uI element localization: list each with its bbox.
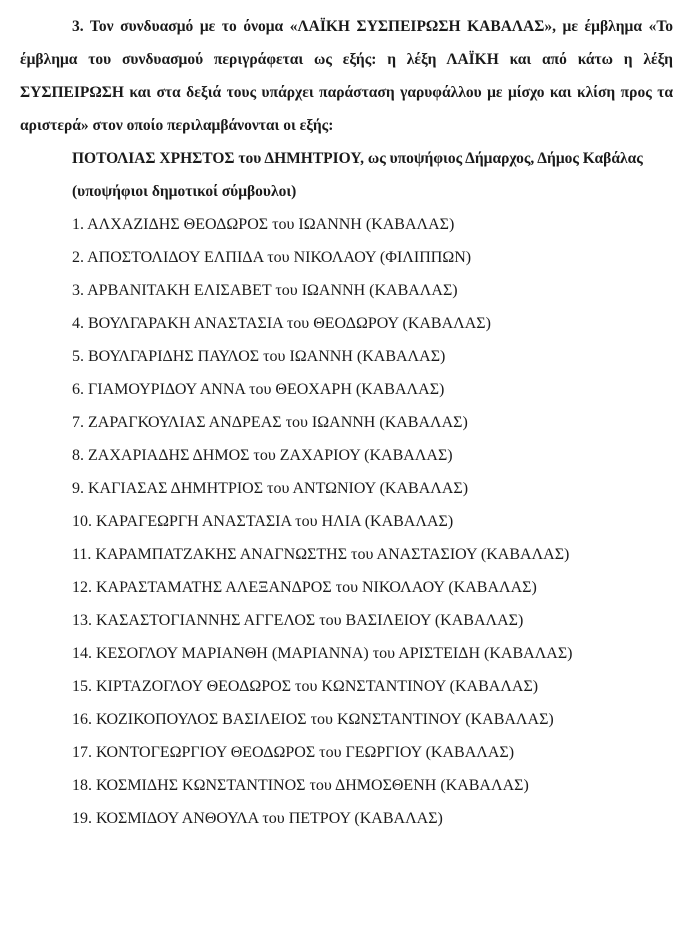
list-item: 15. ΚΙΡΤΑΖΟΓΛΟΥ ΘΕΟΔΩΡΟΣ του ΚΩΝΣΤΑΝΤΙΝΟΥ (ΚΑΒΑΛΑΣ) bbox=[72, 678, 539, 695]
list-item: 5. ΒΟΥΛΓΑΡΙΔΗΣ ΠΑΥΛΟΣ του ΙΩΑΝΝΗ (ΚΑΒΑΛΑΣ) bbox=[72, 348, 446, 365]
list-item: 13. ΚΑΣΑΣΤΟΓΙΑΝΝΗΣ ΑΓΓΕΛΟΣ του ΒΑΣΙΛΕΙΟΥ (ΚΑΒΑΛΑΣ) bbox=[72, 612, 524, 629]
list-item: 10. ΚΑΡΑΓΕΩΡΓΗ ΑΝΑΣΤΑΣΙΑ του ΗΛΙΑ (ΚΑΒΑΛΑΣ) bbox=[72, 513, 454, 530]
member-list bbox=[20, 208, 673, 835]
list-item: 4. ΒΟΥΛΓΑΡΑΚΗ ΑΝΑΣΤΑΣΙΑ του ΘΕΟΔΩΡΟΥ (ΚΑΒΑΛΑΣ) bbox=[72, 315, 491, 332]
list-item: 8. ΖΑΧΑΡΙΑΔΗΣ ΔΗΜΟΣ του ΖΑΧΑΡΙΟΥ (ΚΑΒΑΛΑΣ) bbox=[72, 447, 453, 464]
list-item: 16. ΚΟΖΙΚΟΠΟΥΛΟΣ ΒΑΣΙΛΕΙΟΣ του ΚΩΝΣΤΑΝΤΙΝΟΥ (ΚΑΒΑΛΑΣ) bbox=[72, 711, 554, 728]
list-item: 11. ΚΑΡΑΜΠΑΤΖΑΚΗΣ ΑΝΑΓΝΩΣΤΗΣ του ΑΝΑΣΤΑΣΙΟΥ (ΚΑΒΑΛΑΣ) bbox=[72, 546, 570, 563]
list-item: 14. ΚΕΣΟΓΛΟΥ ΜΑΡΙΑΝΘΗ (ΜΑΡΙΑΝΝΑ) του ΑΡΙΣΤΕΙΔΗ (ΚΑΒΑΛΑΣ) bbox=[72, 645, 573, 662]
list-item: 17. ΚΟΝΤΟΓΕΩΡΓΙΟΥ ΘΕΟΔΩΡΟΣ του ΓΕΩΡΓΙΟΥ (ΚΑΒΑΛΑΣ) bbox=[72, 744, 515, 761]
mayor-candidate: ΠΟΤΟΛΙΑΣ ΧΡΗΣΤΟΣ του ΔΗΜΗΤΡΙΟΥ, ως υποψήφιος Δήμαρχος, Δήμος Καβάλας (υποψήφιοι δημοτικοί σύμβουλοι) bbox=[72, 150, 643, 200]
list-item: 19. ΚΟΣΜΙΔΟΥ ΑΝΘΟΥΛΑ του ΠΕΤΡΟΥ (ΚΑΒΑΛΑΣ) bbox=[72, 810, 443, 827]
list-item: 6. ΓΙΑΜΟΥΡΙΔΟΥ ΑΝΝΑ του ΘΕΟΧΑΡΗ (ΚΑΒΑΛΑΣ) bbox=[72, 381, 445, 398]
list-item: 18. ΚΟΣΜΙΔΗΣ ΚΩΝΣΤΑΝΤΙΝΟΣ του ΔΗΜΟΣΘΕΝΗ (ΚΑΒΑΛΑΣ) bbox=[72, 777, 529, 794]
list-item: 3. ΑΡΒΑΝΙΤΑΚΗ ΕΛΙΣΑΒΕΤ του ΙΩΑΝΝΗ (ΚΑΒΑΛΑΣ) bbox=[72, 282, 458, 299]
intro-paragraph: 3. Τον συνδυασμό με το όνομα «ΛΑΪΚΗ ΣΥΣΠΕΙΡΩΣΗ ΚΑΒΑΛΑΣ», με έμβλημα «Το έμβλημα του συνδυασμού περιγράφεται ως εξής: η λέξη ΛΑΪΚΗ και από κάτω η λέξη ΣΥΣΠΕΙΡΩΣΗ και στα δεξιά τους υπάρχει παράσταση γαρυφάλλου με μίσχο και κλίση προς τα αριστερά» στον οποίο περιλαμβάνονται οι εξής: bbox=[20, 18, 673, 134]
list-item: 2. ΑΠΟΣΤΟΛΙΔΟΥ ΕΛΠΙΔΑ του ΝΙΚΟΛΑΟΥ (ΦΙΛΙΠΠΩΝ) bbox=[72, 249, 472, 266]
list-item: 12. ΚΑΡΑΣΤΑΜΑΤΗΣ ΑΛΕΞΑΝΔΡΟΣ του ΝΙΚΟΛΑΟΥ (ΚΑΒΑΛΑΣ) bbox=[72, 579, 537, 596]
list-item: 7. ΖΑΡΑΓΚΟΥΛΙΑΣ ΑΝΔΡΕΑΣ του ΙΩΑΝΝΗ (ΚΑΒΑΛΑΣ) bbox=[72, 414, 468, 431]
list-item: 9. ΚΑΓΙΑΣΑΣ ΔΗΜΗΤΡΙΟΣ του ΑΝΤΩΝΙΟΥ (ΚΑΒΑΛΑΣ) bbox=[72, 480, 469, 497]
list-item: 1. ΑΛΧΑΖΙΔΗΣ ΘΕΟΔΩΡΟΣ του ΙΩΑΝΝΗ (ΚΑΒΑΛΑΣ) bbox=[72, 216, 455, 233]
